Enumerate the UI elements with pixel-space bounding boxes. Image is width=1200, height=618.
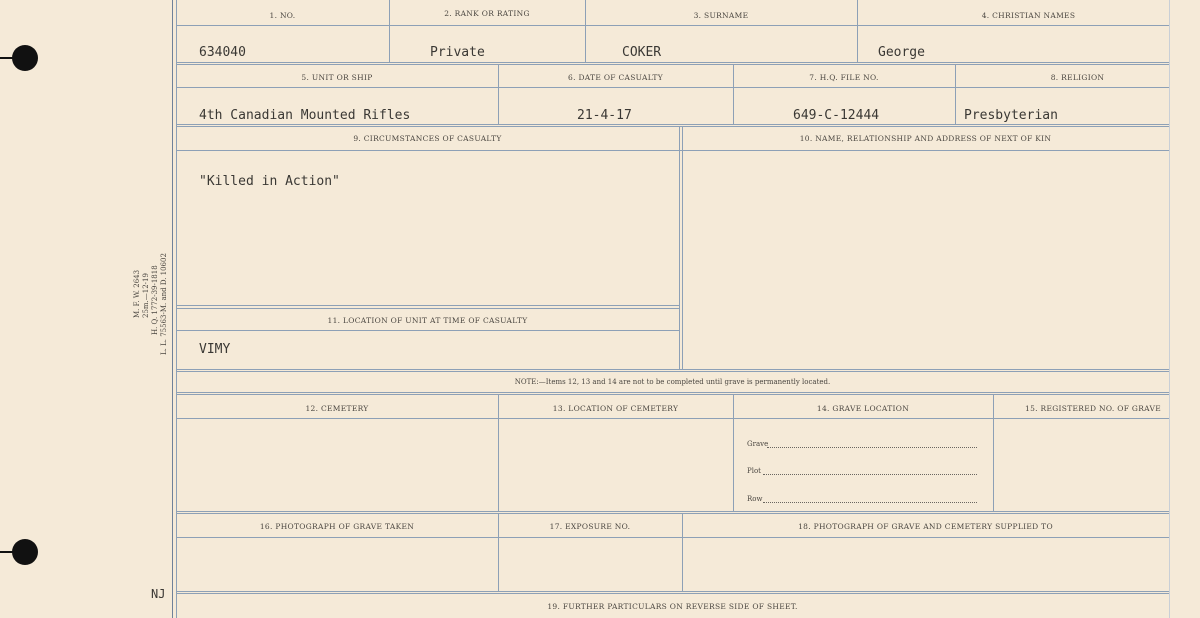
header-exposure: 17. EXPOSURE NO. <box>549 522 631 531</box>
rule-r4-top <box>176 305 679 306</box>
header-circumstances: 9. CIRCUMSTANCES OF CASUALTY <box>353 134 502 143</box>
header-registered: 15. REGISTERED NO. OF GRAVE <box>1025 404 1161 413</box>
frame-right <box>1169 0 1170 618</box>
print-note-3: H. Q. 1772-39-1818 <box>151 265 159 335</box>
rule-r6-mid <box>176 537 1169 538</box>
value-hq: 649-C-12444 <box>793 108 880 123</box>
rule-r5-mid <box>176 418 1169 419</box>
value-surname: COKER <box>622 45 662 60</box>
rule-footer-top <box>176 591 1169 594</box>
header-rank: 2. RANK OR RATING <box>444 9 530 18</box>
value-unit: 4th Canadian Mounted Rifles <box>199 108 411 123</box>
rule-r4-top-b <box>176 308 679 309</box>
print-note-4: L. L. 75563-M. and D. 10602 <box>160 253 168 355</box>
header-christian: 4. CHRISTIAN NAMES <box>981 11 1076 20</box>
header-hq: 7. H.Q. FILE NO. <box>809 73 879 82</box>
header-cem-location: 13. LOCATION OF CEMETERY <box>552 404 679 413</box>
value-religion: Presbyterian <box>964 108 1058 123</box>
header-unit: 5. UNIT OR SHIP <box>301 73 373 82</box>
rule-note-top <box>176 369 1169 372</box>
dots-plot <box>763 474 977 475</box>
frame-left-1 <box>172 0 173 618</box>
value-circumstances: "Killed in Action" <box>199 174 340 189</box>
value-date: 21-4-17 <box>577 108 632 123</box>
value-rank: Private <box>430 45 485 60</box>
hole-ring-top <box>0 57 20 59</box>
rule-r3-mid <box>176 150 1169 151</box>
clerk-initials: NJ <box>151 587 166 601</box>
rule-r3-v1b <box>682 127 683 370</box>
rule-r5-top <box>176 392 1169 395</box>
header-location: 11. LOCATION OF UNIT AT TIME OF CASUALTY <box>327 316 528 325</box>
header-grave-location: 14. GRAVE LOCATION <box>816 404 910 413</box>
rule-r1-top <box>176 25 1169 26</box>
footer-further: 19. FURTHER PARTICULARS ON REVERSE SIDE OF SHEET. <box>547 602 798 611</box>
label-grave: Grave <box>747 440 769 448</box>
header-photo-supplied: 18. PHOTOGRAPH OF GRAVE AND CEMETERY SUPPLIED TO <box>798 522 1053 531</box>
dots-row <box>763 502 977 503</box>
header-cemetery: 12. CEMETERY <box>305 404 369 413</box>
hole-ring-bottom <box>0 551 20 553</box>
note-text: NOTE:—Items 12, 13 and 14 are not to be completed until grave is permanently located. <box>514 378 831 386</box>
header-surname: 3. SURNAME <box>693 11 749 20</box>
print-note-2: 25m.—12-19 <box>142 273 150 318</box>
label-row: Row <box>747 495 763 503</box>
header-photo-taken: 16. PHOTOGRAPH OF GRAVE TAKEN <box>259 522 415 531</box>
label-plot: Plot <box>747 467 761 475</box>
dots-grave <box>767 447 977 448</box>
header-no: 1. NO. <box>269 11 296 20</box>
print-note-1: M. F. W. 2643 <box>133 269 141 318</box>
header-religion: 8. RELIGION <box>1050 73 1105 82</box>
rule-r1-v2 <box>585 0 586 62</box>
value-christian: George <box>878 45 925 60</box>
rule-r4-mid <box>176 330 679 331</box>
rule-r3-v1 <box>679 127 680 370</box>
header-date: 6. DATE OF CASUALTY <box>568 73 663 82</box>
value-location: VIMY <box>199 342 231 357</box>
rule-r1-v3 <box>857 0 858 62</box>
rule-r2-top <box>176 62 1169 65</box>
rule-r2-mid <box>176 87 1169 88</box>
rule-r3-top <box>176 124 1169 127</box>
rule-r6-top <box>176 511 1169 514</box>
value-no: 634040 <box>199 45 246 60</box>
header-kin: 10. NAME, RELATIONSHIP AND ADDRESS OF NEXT OF KIN <box>799 134 1052 143</box>
